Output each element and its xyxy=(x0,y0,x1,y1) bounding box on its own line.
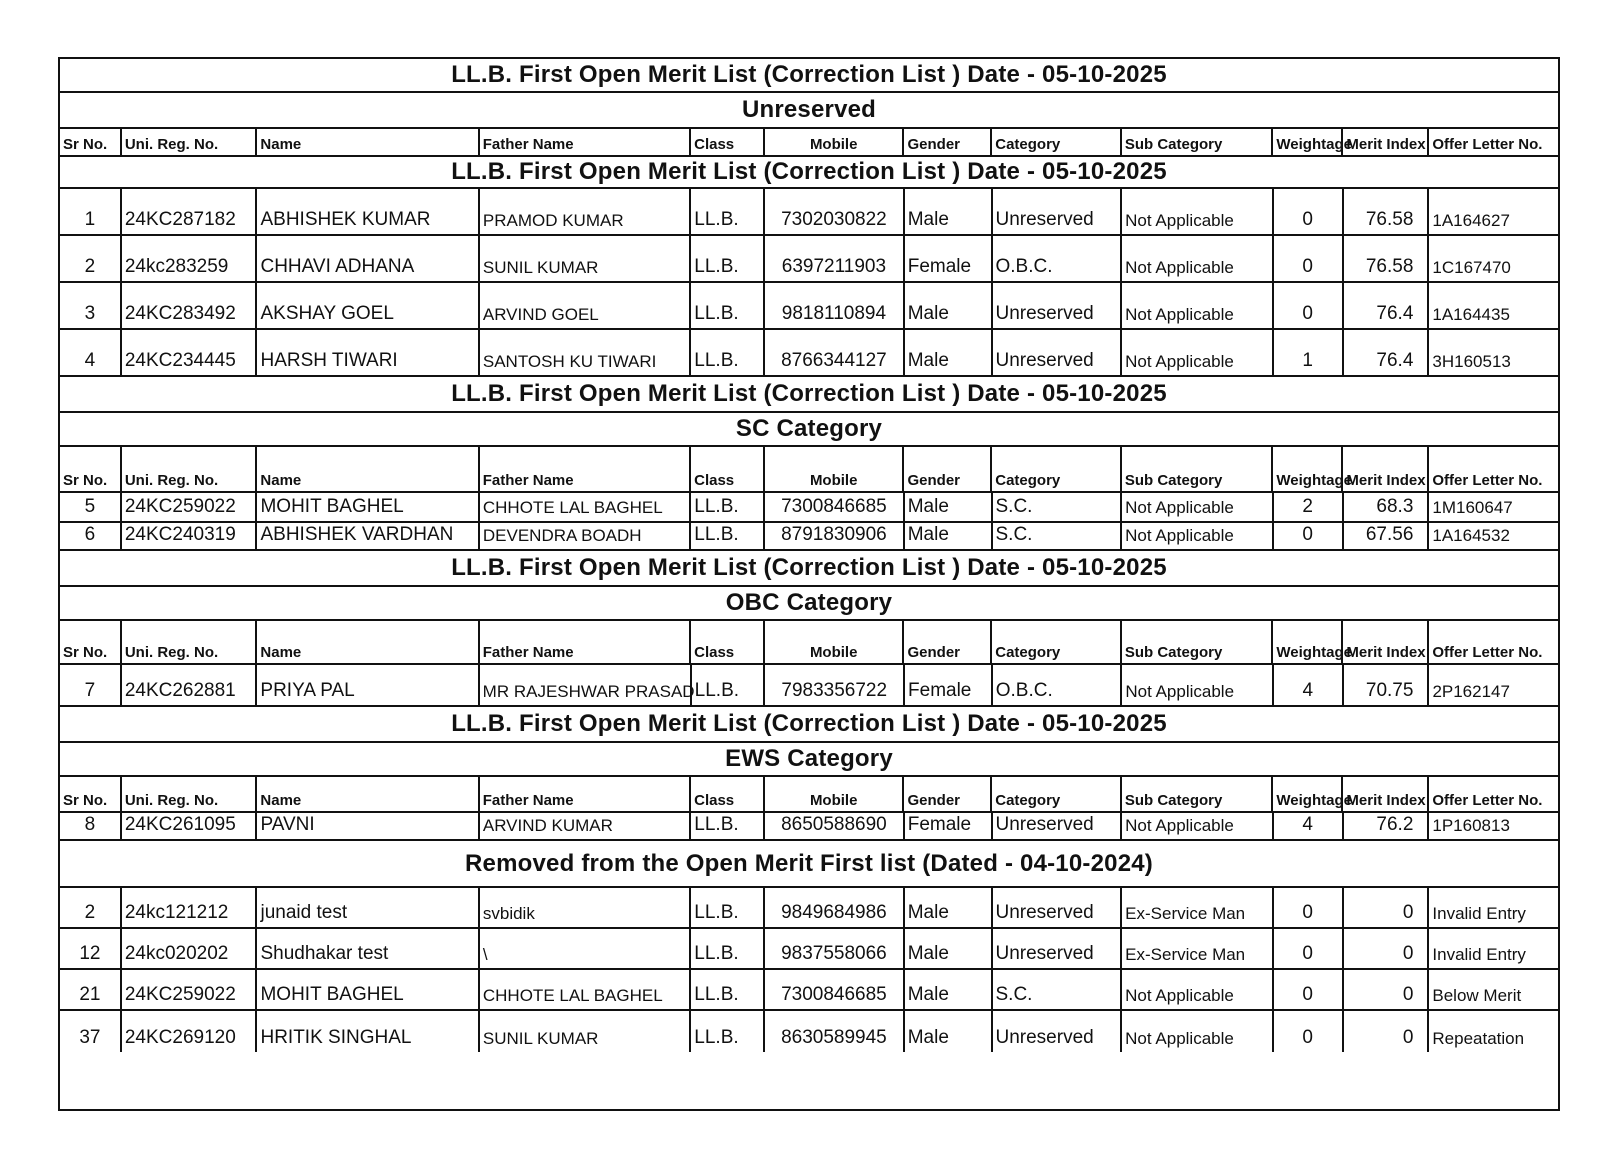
header-father-name: Father Name xyxy=(480,447,691,491)
header-weightage: Weightage xyxy=(1273,777,1343,811)
cell-category: Unreserved xyxy=(993,189,1123,234)
header-merit-index: Merit Index xyxy=(1343,129,1429,155)
cell-father-name: MR RAJESHWAR PRASAD xyxy=(480,665,692,705)
cell-category: Unreserved xyxy=(993,813,1123,839)
header-weightage: Weightage xyxy=(1273,447,1343,491)
cell-gender: Female xyxy=(905,813,993,839)
cell-sr-no: 3 xyxy=(60,283,122,328)
cell-name: HARSH TIWARI xyxy=(257,330,479,375)
cell-sub-category: Not Applicable xyxy=(1122,330,1274,375)
cell-weightage: 4 xyxy=(1274,665,1344,705)
header-class: Class xyxy=(691,621,765,663)
cell-merit-index: 0 xyxy=(1344,1011,1430,1052)
cell-category: Unreserved xyxy=(993,929,1123,968)
cell-uni-reg-no: 24kc283259 xyxy=(122,236,258,281)
header-class: Class xyxy=(691,129,765,155)
cell-gender: Female xyxy=(905,236,993,281)
cell-class: LL.B. xyxy=(692,665,766,705)
column-header-row xyxy=(60,129,1558,157)
cell-uni-reg-no: 24KC261095 xyxy=(122,813,258,839)
cell-merit-index: 76.58 xyxy=(1344,189,1430,234)
cell-offer-letter-no: Below Merit xyxy=(1432,986,1522,1005)
cell-category: O.B.C. xyxy=(993,236,1123,281)
cell-class: LL.B. xyxy=(691,189,765,234)
cell-merit-index: 68.3 xyxy=(1344,493,1430,521)
cell-sr-no: 8 xyxy=(60,813,122,839)
cell-offer-letter-no: 3H160513 xyxy=(1432,352,1511,371)
header-uni-reg-no: Uni. Reg. No. xyxy=(122,777,258,811)
cell-uni-reg-no: 24KC287182 xyxy=(122,189,258,234)
cell-father-name: CHHOTE LAL BAGHEL xyxy=(480,970,691,1009)
header-father-name: Father Name xyxy=(480,777,691,811)
cell-class: LL.B. xyxy=(691,493,765,521)
cell-uni-reg-no: 24KC269120 xyxy=(122,1011,258,1052)
cell-merit-index: 76.4 xyxy=(1344,283,1430,328)
cell-sub-category: Not Applicable xyxy=(1122,493,1274,521)
header-weightage: Weightage xyxy=(1273,621,1343,663)
header-category: Category xyxy=(992,777,1122,811)
cell-name: junaid test xyxy=(257,888,479,927)
section-heading-sc: SC Category xyxy=(60,413,1558,447)
cell-uni-reg-no: 24KC283492 xyxy=(122,283,258,328)
cell-category: Unreserved xyxy=(993,888,1123,927)
list-title: LL.B. First Open Merit List (Correction List ) Date - 05-10-2025 xyxy=(60,707,1558,743)
header-gender: Gender xyxy=(904,621,992,663)
cell-mobile: 7300846685 xyxy=(765,970,905,1009)
column-header-row xyxy=(60,777,1558,813)
cell-father-name: \ xyxy=(480,929,691,968)
cell-father-name: SUNIL KUMAR xyxy=(480,236,691,281)
cell-mobile: 6397211903 xyxy=(765,236,905,281)
cell-sr-no: 2 xyxy=(60,888,122,927)
cell-name: CHHAVI ADHANA xyxy=(257,236,479,281)
header-class: Class xyxy=(691,777,765,811)
cell-father-name: ARVIND KUMAR xyxy=(480,813,691,839)
header-name: Name xyxy=(257,621,479,663)
cell-sr-no: 6 xyxy=(60,523,122,549)
header-name: Name xyxy=(257,129,479,155)
cell-offer-letter-no: 1A164435 xyxy=(1432,305,1510,324)
cell-gender: Male xyxy=(905,330,993,375)
header-offer-letter-no: Offer Letter No. xyxy=(1432,792,1543,809)
cell-sr-no: 1 xyxy=(60,189,122,234)
header-mobile: Mobile xyxy=(765,777,905,811)
header-weightage: Weightage xyxy=(1273,129,1343,155)
table-row xyxy=(60,330,1558,377)
cell-sr-no: 7 xyxy=(60,665,122,705)
cell-merit-index: 76.2 xyxy=(1344,813,1430,839)
cell-uni-reg-no: 24KC234445 xyxy=(122,330,258,375)
cell-gender: Male xyxy=(905,1011,993,1052)
cell-name: HRITIK SINGHAL xyxy=(257,1011,479,1052)
cell-class: LL.B. xyxy=(691,813,765,839)
cell-gender: Female xyxy=(905,665,993,705)
cell-category: S.C. xyxy=(993,493,1123,521)
cell-mobile: 8650588690 xyxy=(765,813,905,839)
cell-merit-index: 0 xyxy=(1344,929,1430,968)
cell-father-name: SUNIL KUMAR xyxy=(480,1011,691,1052)
cell-class: LL.B. xyxy=(691,523,765,549)
cell-sub-category: Not Applicable xyxy=(1122,813,1274,839)
cell-merit-index: 76.58 xyxy=(1344,236,1430,281)
cell-name: MOHIT BAGHEL xyxy=(257,493,479,521)
cell-class: LL.B. xyxy=(691,330,765,375)
table-row xyxy=(60,813,1558,841)
header-category: Category xyxy=(992,621,1122,663)
cell-merit-index: 67.56 xyxy=(1344,523,1430,549)
cell-offer-letter-no: 1A164627 xyxy=(1432,211,1510,230)
cell-sub-category: Not Applicable xyxy=(1122,523,1274,549)
cell-sub-category: Not Applicable xyxy=(1122,665,1274,705)
header-category: Category xyxy=(992,129,1122,155)
section-heading-unreserved: Unreserved xyxy=(60,93,1558,129)
header-category: Category xyxy=(992,447,1122,491)
cell-sr-no: 12 xyxy=(60,929,122,968)
cell-weightage: 0 xyxy=(1274,283,1344,328)
cell-mobile: 8791830906 xyxy=(765,523,905,549)
table-row xyxy=(60,236,1558,283)
removed-heading: Removed from the Open Merit First list (Dated - 04-10-2024) xyxy=(60,841,1558,888)
cell-name: PRIYA PAL xyxy=(257,665,479,705)
cell-weightage: 0 xyxy=(1274,236,1344,281)
cell-weightage: 0 xyxy=(1274,189,1344,234)
header-mobile: Mobile xyxy=(765,621,905,663)
cell-weightage: 4 xyxy=(1274,813,1344,839)
cell-category: Unreserved xyxy=(993,1011,1123,1052)
cell-father-name: ARVIND GOEL xyxy=(480,283,691,328)
cell-sr-no: 21 xyxy=(60,970,122,1009)
merit-list-sheet xyxy=(58,57,1560,1111)
cell-gender: Male xyxy=(905,929,993,968)
header-offer-letter-no: Offer Letter No. xyxy=(1432,644,1543,661)
cell-mobile: 7302030822 xyxy=(765,189,905,234)
cell-merit-index: 0 xyxy=(1344,888,1430,927)
cell-category: O.B.C. xyxy=(993,665,1123,705)
cell-offer-letter-no: 1C167470 xyxy=(1432,258,1511,277)
cell-gender: Male xyxy=(905,888,993,927)
header-mobile: Mobile xyxy=(765,129,905,155)
table-row xyxy=(60,665,1558,707)
table-row xyxy=(60,1011,1558,1052)
cell-mobile: 8766344127 xyxy=(765,330,905,375)
section-heading-ews: EWS Category xyxy=(60,743,1558,777)
cell-uni-reg-no: 24KC240319 xyxy=(122,523,258,549)
header-merit-index: Merit Index xyxy=(1343,621,1429,663)
column-header-row xyxy=(60,621,1558,665)
header-name: Name xyxy=(257,777,479,811)
cell-sub-category: Not Applicable xyxy=(1122,283,1274,328)
header-name: Name xyxy=(257,447,479,491)
cell-father-name: DEVENDRA BOADH xyxy=(480,523,691,549)
cell-offer-letter-no: Repeatation xyxy=(1432,1029,1525,1048)
cell-father-name: PRAMOD KUMAR xyxy=(480,189,691,234)
cell-weightage: 0 xyxy=(1274,888,1344,927)
cell-class: LL.B. xyxy=(691,283,765,328)
cell-gender: Male xyxy=(905,189,993,234)
cell-uni-reg-no: 24KC262881 xyxy=(122,665,258,705)
cell-sr-no: 2 xyxy=(60,236,122,281)
cell-category: Unreserved xyxy=(993,330,1123,375)
cell-father-name: svbidik xyxy=(480,888,691,927)
header-uni-reg-no: Uni. Reg. No. xyxy=(122,447,258,491)
cell-mobile: 9837558066 xyxy=(765,929,905,968)
cell-offer-letter-no: 1A164532 xyxy=(1432,526,1510,545)
table-row xyxy=(60,523,1558,551)
table-row xyxy=(60,283,1558,330)
list-title: LL.B. First Open Merit List (Correction List ) Date - 05-10-2025 xyxy=(60,157,1558,189)
header-uni-reg-no: Uni. Reg. No. xyxy=(122,129,258,155)
cell-class: LL.B. xyxy=(691,970,765,1009)
cell-gender: Male xyxy=(905,493,993,521)
cell-offer-letter-no: 2P162147 xyxy=(1432,682,1510,701)
cell-father-name: SANTOSH KU TIWARI xyxy=(480,330,691,375)
cell-weightage: 0 xyxy=(1274,970,1344,1009)
cell-gender: Male xyxy=(905,283,993,328)
header-merit-index: Merit Index xyxy=(1343,777,1429,811)
header-merit-index: Merit Index xyxy=(1343,447,1429,491)
cell-offer-letter-no: 1M160647 xyxy=(1432,498,1513,517)
cell-uni-reg-no: 24kc121212 xyxy=(122,888,258,927)
header-uni-reg-no: Uni. Reg. No. xyxy=(122,621,258,663)
header-mobile: Mobile xyxy=(765,447,905,491)
cell-sub-category: Not Applicable xyxy=(1122,189,1274,234)
table-row xyxy=(60,970,1558,1011)
header-class: Class xyxy=(691,447,765,491)
cell-category: S.C. xyxy=(993,970,1123,1009)
header-father-name: Father Name xyxy=(480,129,691,155)
header-father-name: Father Name xyxy=(480,621,691,663)
cell-category: Unreserved xyxy=(993,283,1123,328)
cell-sub-category: Not Applicable xyxy=(1122,236,1274,281)
cell-mobile: 8630589945 xyxy=(765,1011,905,1052)
cell-name: Shudhakar test xyxy=(257,929,479,968)
cell-uni-reg-no: 24KC259022 xyxy=(122,493,258,521)
cell-name: ABHISHEK VARDHAN xyxy=(257,523,479,549)
cell-class: LL.B. xyxy=(691,929,765,968)
cell-father-name: CHHOTE LAL BAGHEL xyxy=(480,493,691,521)
cell-sub-category: Not Applicable xyxy=(1122,1011,1274,1052)
cell-weightage: 1 xyxy=(1274,330,1344,375)
cell-sub-category: Not Applicable xyxy=(1122,970,1274,1009)
cell-sub-category: Ex-Service Man xyxy=(1122,929,1274,968)
table-row xyxy=(60,929,1558,970)
cell-uni-reg-no: 24kc020202 xyxy=(122,929,258,968)
table-row xyxy=(60,888,1558,929)
cell-weightage: 0 xyxy=(1274,523,1344,549)
column-header-row xyxy=(60,447,1558,493)
cell-name: MOHIT BAGHEL xyxy=(257,970,479,1009)
cell-sr-no: 4 xyxy=(60,330,122,375)
cell-sr-no: 5 xyxy=(60,493,122,521)
table-row xyxy=(60,493,1558,523)
cell-offer-letter-no: Invalid Entry xyxy=(1432,904,1526,923)
header-sub-category: Sub Category xyxy=(1122,777,1274,811)
cell-name: AKSHAY GOEL xyxy=(257,283,479,328)
header-sub-category: Sub Category xyxy=(1122,129,1274,155)
header-gender: Gender xyxy=(904,777,992,811)
cell-mobile: 7300846685 xyxy=(765,493,905,521)
cell-uni-reg-no: 24KC259022 xyxy=(122,970,258,1009)
list-title: LL.B. First Open Merit List (Correction List ) Date - 05-10-2025 xyxy=(60,551,1558,587)
list-title: LL.B. First Open Merit List (Correction List ) Date - 05-10-2025 xyxy=(60,59,1558,93)
section-heading-obc: OBC Category xyxy=(60,587,1558,621)
cell-name: PAVNI xyxy=(257,813,479,839)
header-sr-no: Sr No. xyxy=(60,777,122,811)
header-sub-category: Sub Category xyxy=(1122,621,1274,663)
cell-merit-index: 0 xyxy=(1344,970,1430,1009)
header-gender: Gender xyxy=(904,447,992,491)
header-sr-no: Sr No. xyxy=(60,447,122,491)
header-sr-no: Sr No. xyxy=(60,621,122,663)
table-row xyxy=(60,189,1558,236)
cell-merit-index: 70.75 xyxy=(1344,665,1430,705)
cell-sr-no: 37 xyxy=(60,1011,122,1052)
cell-offer-letter-no: 1P160813 xyxy=(1432,816,1510,835)
cell-class: LL.B. xyxy=(691,1011,765,1052)
cell-offer-letter-no: Invalid Entry xyxy=(1432,945,1526,964)
cell-mobile: 9849684986 xyxy=(765,888,905,927)
cell-weightage: 2 xyxy=(1274,493,1344,521)
cell-mobile: 9818110894 xyxy=(765,283,905,328)
cell-weightage: 0 xyxy=(1274,1011,1344,1052)
cell-mobile: 7983356722 xyxy=(765,665,905,705)
cell-class: LL.B. xyxy=(691,236,765,281)
header-offer-letter-no: Offer Letter No. xyxy=(1432,136,1543,153)
header-gender: Gender xyxy=(904,129,992,155)
header-offer-letter-no: Offer Letter No. xyxy=(1432,472,1543,489)
cell-name: ABHISHEK KUMAR xyxy=(257,189,479,234)
cell-weightage: 0 xyxy=(1274,929,1344,968)
cell-gender: Male xyxy=(905,523,993,549)
cell-class: LL.B. xyxy=(691,888,765,927)
list-title: LL.B. First Open Merit List (Correction List ) Date - 05-10-2025 xyxy=(60,377,1558,413)
header-sr-no: Sr No. xyxy=(60,129,122,155)
cell-gender: Male xyxy=(905,970,993,1009)
header-sub-category: Sub Category xyxy=(1122,447,1274,491)
cell-category: S.C. xyxy=(993,523,1123,549)
cell-merit-index: 76.4 xyxy=(1344,330,1430,375)
cell-sub-category: Ex-Service Man xyxy=(1122,888,1274,927)
